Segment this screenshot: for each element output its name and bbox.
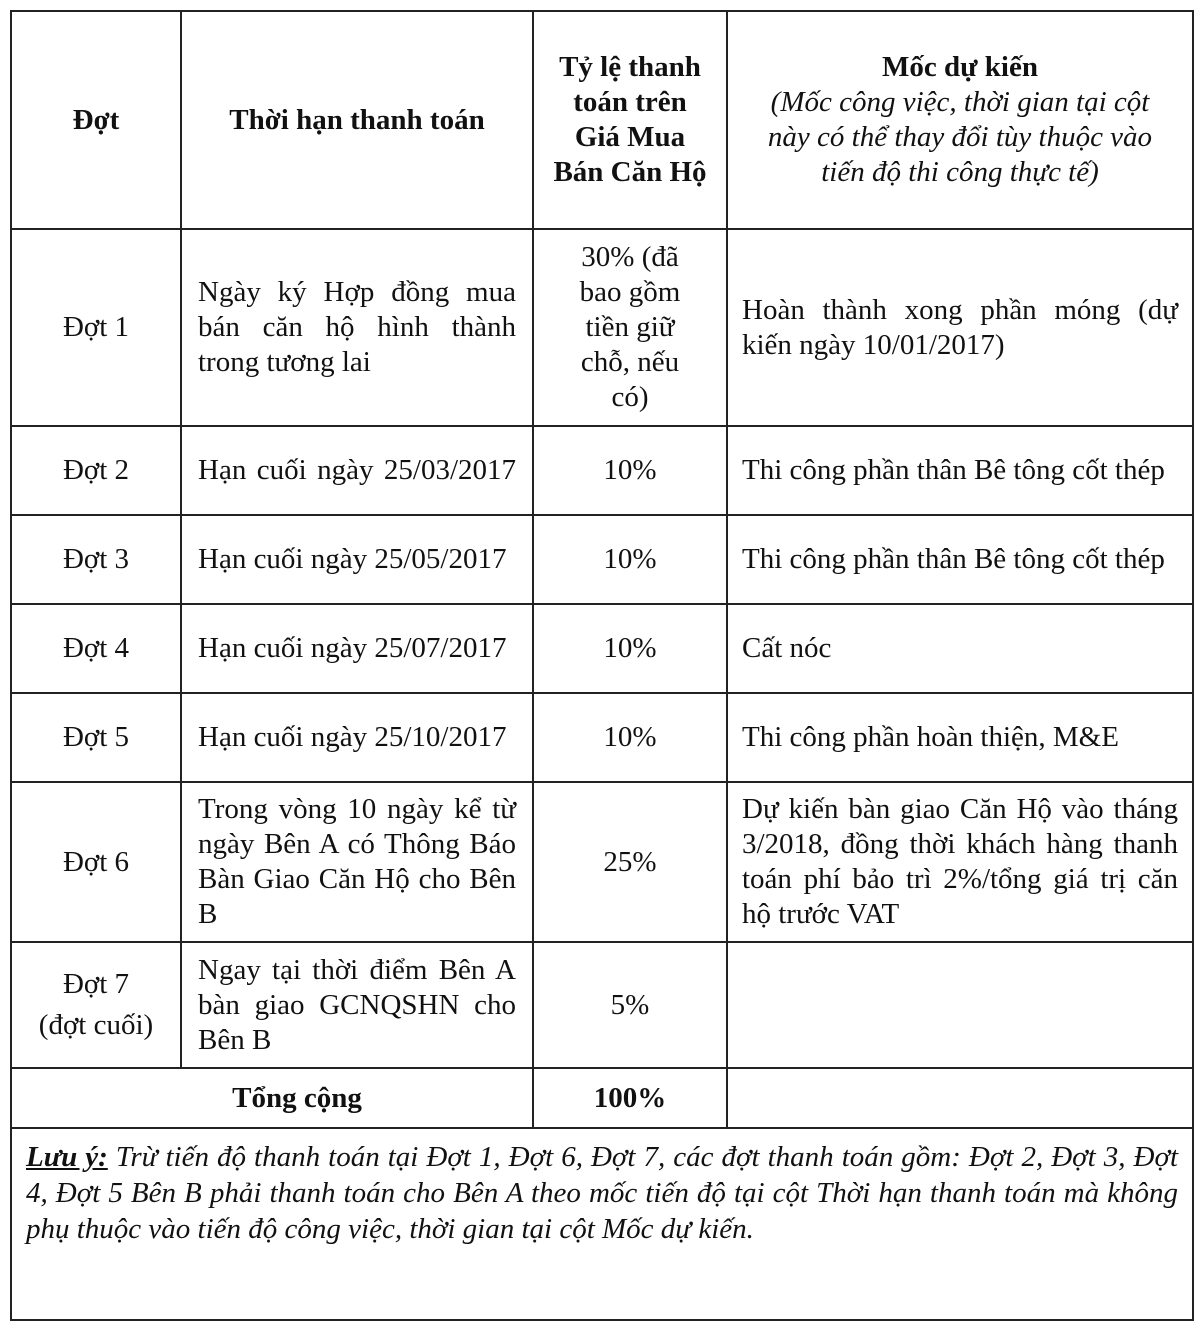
row-moc: Dự kiến bàn giao Căn Hộ vào tháng 3/2018, đồng thời khách hàng thanh toán phí bảo trì 2%/tổng giá trị căn hộ trước VAT [727,782,1193,942]
table-row [11,782,1193,942]
payment-schedule-table [10,10,1194,1321]
row-dot: Đợt 2 [11,426,181,515]
table-row [11,426,1193,515]
row-dot: Đợt 6 [11,782,181,942]
document-page [10,10,1192,1308]
row-dot: Đợt 5 [11,693,181,782]
row-moc: Hoàn thành xong phần móng (dự kiến ngày 10/01/2017) [727,229,1193,426]
row-moc: Thi công phần hoàn thiện, M&E [727,693,1193,782]
row-moc [727,942,1193,1068]
row-dot: Đợt 1 [11,229,181,426]
header-row [11,11,1193,229]
note-cell [11,1128,1193,1320]
row-dot: Đợt 4 [11,604,181,693]
row-ty-le: 5% [533,942,727,1068]
table-row [11,942,1193,1068]
row-dot-sub: (đợt cuối) [38,1009,154,1041]
row-thoi-han: Trong vòng 10 ngày kể từ ngày Bên A có Thông Báo Bàn Giao Căn Hộ cho Bên B [181,782,533,942]
row-thoi-han: Hạn cuối ngày 25/03/2017 [181,426,533,515]
total-label: Tổng cộng [11,1068,533,1128]
row-thoi-han: Ngày ký Hợp đồng mua bán căn hộ hình thành trong tương lai [181,229,533,426]
row-thoi-han: Hạn cuối ngày 25/05/2017 [181,515,533,604]
total-empty [727,1068,1193,1128]
header-moc-subtitle: (Mốc công việc, thời gian tại cột này có thể thay đổi tùy thuộc vào tiến độ thi công thực tế) [767,86,1153,188]
table-row [11,693,1193,782]
note-text: Trừ tiến độ thanh toán tại Đợt 1, Đợt 6, Đợt 7, các đợt thanh toán gồm: Đợt 2, Đợt 3, Đợt 4, Đợt 5 Bên B phải thanh toán cho Bên A theo mốc tiến độ tại cột Thời hạn thanh toán mà không phụ thuộc vào tiến độ công việc, thời gian tại cột Mốc dự kiến. [26,1141,1179,1245]
total-row [11,1068,1193,1128]
row-moc: Thi công phần thân Bê tông cốt thép [727,426,1193,515]
header-dot: Đợt [11,11,181,229]
row-dot: Đợt 3 [11,515,181,604]
table-row [11,229,1193,426]
table-row [11,604,1193,693]
row-ty-le: 10% [533,693,727,782]
note-row [11,1128,1193,1320]
row-dot: Đợt 7 [62,968,130,1000]
row-ty-le: 25% [533,782,727,942]
note-label: Lưu ý: [26,1141,108,1173]
row-moc: Cất nóc [727,604,1193,693]
header-moc-du-kien [727,11,1193,229]
row-ty-le: 10% [533,515,727,604]
row-ty-le: 30% (đã bao gồm tiền giữ chỗ, nếu có) [533,229,727,426]
header-ty-le: Tỷ lệ thanh toán trên Giá Mua Bán Căn Hộ [533,11,727,229]
row-ty-le: 10% [533,604,727,693]
row-ty-le: 10% [533,426,727,515]
table-row [11,515,1193,604]
row-thoi-han: Hạn cuối ngày 25/07/2017 [181,604,533,693]
header-moc-title: Mốc dự kiến [882,51,1038,83]
row-thoi-han: Ngay tại thời điểm Bên A bàn giao GCNQSHN cho Bên B [181,942,533,1068]
row-moc: Thi công phần thân Bê tông cốt thép [727,515,1193,604]
row-thoi-han: Hạn cuối ngày 25/10/2017 [181,693,533,782]
header-thoi-han: Thời hạn thanh toán [181,11,533,229]
total-value: 100% [533,1068,727,1128]
row-dot-cell [11,942,181,1068]
